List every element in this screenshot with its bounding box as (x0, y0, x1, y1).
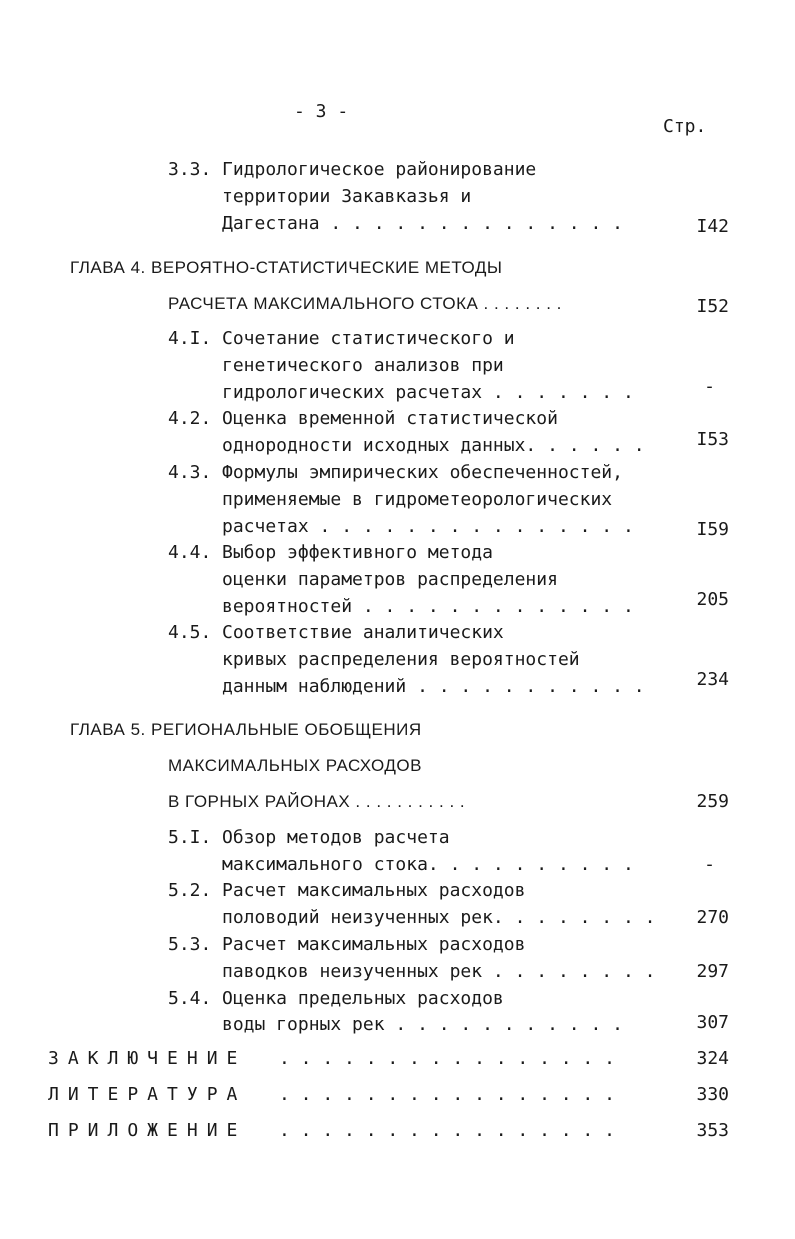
section-title-line: Соответствие аналитических (222, 622, 504, 643)
section-number: 5.2. (168, 880, 212, 901)
page-ref: 259 (696, 791, 729, 812)
page-column-label: Стр. (663, 116, 707, 137)
section-title-line: Гидрологическое районирование (222, 159, 537, 180)
section-title-line: Оценка временной статистической (222, 408, 558, 429)
page-ref: 353 (696, 1120, 729, 1141)
section-number: 4.4. (168, 542, 212, 563)
page-number: - 3 - (294, 101, 349, 122)
page-ref: - (704, 376, 715, 397)
section-title-line: применяемые в гидрометеорологических (222, 489, 613, 510)
section-title-leader: вероятностей . . . . . . . . . . . . . (222, 596, 634, 617)
section-number: 4.I. (168, 328, 212, 349)
section-title-line: Формулы эмпирических обеспеченностей, (222, 462, 623, 483)
section-number: 5.4. (168, 988, 212, 1009)
page-ref: I53 (696, 429, 729, 450)
page-ref: I42 (696, 216, 729, 237)
chapter-title-leader: В ГОРНЫХ РАЙОНАХ . . . . . . . . . . . (168, 792, 466, 811)
section-title-line: Расчет максимальных расходов (222, 934, 526, 955)
chapter-title: ГЛАВА 5. РЕГИОНАЛЬНЫЕ ОБОБЩЕНИЯ (70, 720, 422, 739)
section-title-line: территории Закавказья и (222, 186, 472, 207)
section-title-line: Обзор методов расчета (222, 827, 450, 848)
section-title-leader: паводков неизученных рек . . . . . . . . (222, 961, 656, 982)
leader-dots: . . . . . . . . . . . . . . . . (279, 1048, 615, 1069)
page-ref: 270 (696, 907, 729, 928)
chapter-title-line: МАКСИМАЛЬНЫХ РАСХОДОВ (168, 756, 422, 775)
page-ref: 205 (696, 589, 729, 610)
section-number: 4.3. (168, 462, 212, 483)
section-label: ЗАКЛЮЧЕНИЕ (48, 1048, 247, 1069)
page-ref: 330 (696, 1084, 729, 1105)
page-ref: 297 (696, 961, 729, 982)
page-ref: I52 (696, 296, 729, 317)
section-title-leader: Дагестана . . . . . . . . . . . . . . (222, 213, 623, 234)
section-title-leader: гидрологических расчетах . . . . . . . (222, 382, 634, 403)
section-title-leader: данным наблюдений . . . . . . . . . . . (222, 676, 645, 697)
section-title-line: кривых распределения вероятностей (222, 649, 580, 670)
section-label: ПРИЛОЖЕНИЕ (48, 1120, 247, 1141)
section-number: 5.I. (168, 827, 212, 848)
page-ref: 307 (696, 1012, 729, 1033)
section-title-line: Расчет максимальных расходов (222, 880, 526, 901)
section-title-line: Оценка предельных расходов (222, 988, 504, 1009)
section-number: 4.5. (168, 622, 212, 643)
page-ref: 234 (696, 669, 729, 690)
page-ref: 324 (696, 1048, 729, 1069)
section-title-line: генетического анализов при (222, 355, 504, 376)
section-title-line: оценки параметров распределения (222, 569, 558, 590)
chapter-title: ГЛАВА 4. ВЕРОЯТНО-СТАТИСТИЧЕСКИЕ МЕТОДЫ (70, 258, 503, 277)
section-number: 3.3. (168, 159, 212, 180)
chapter-title-leader: РАСЧЕТА МАКСИМАЛЬНОГО СТОКА . . . . . . . . (168, 294, 562, 313)
section-title-leader: максимального стока. . . . . . . . . . (222, 854, 634, 875)
section-number: 5.3. (168, 934, 212, 955)
leader-dots: . . . . . . . . . . . . . . . . (279, 1120, 615, 1141)
section-title-leader: расчетах . . . . . . . . . . . . . . . (222, 516, 634, 537)
section-title-leader: половодий неизученных рек. . . . . . . . (222, 907, 656, 928)
page-ref: I59 (696, 519, 729, 540)
section-title-leader: воды горных рек . . . . . . . . . . . (222, 1014, 623, 1035)
section-number: 4.2. (168, 408, 212, 429)
leader-dots: . . . . . . . . . . . . . . . . (279, 1084, 615, 1105)
section-title-line: Выбор эффективного метода (222, 542, 493, 563)
section-title-line: Сочетание статистического и (222, 328, 515, 349)
page-ref: - (704, 854, 715, 875)
section-title-leader: однородности исходных данных. . . . . . (222, 435, 645, 456)
section-label: ЛИТЕРАТУРА (48, 1084, 247, 1105)
